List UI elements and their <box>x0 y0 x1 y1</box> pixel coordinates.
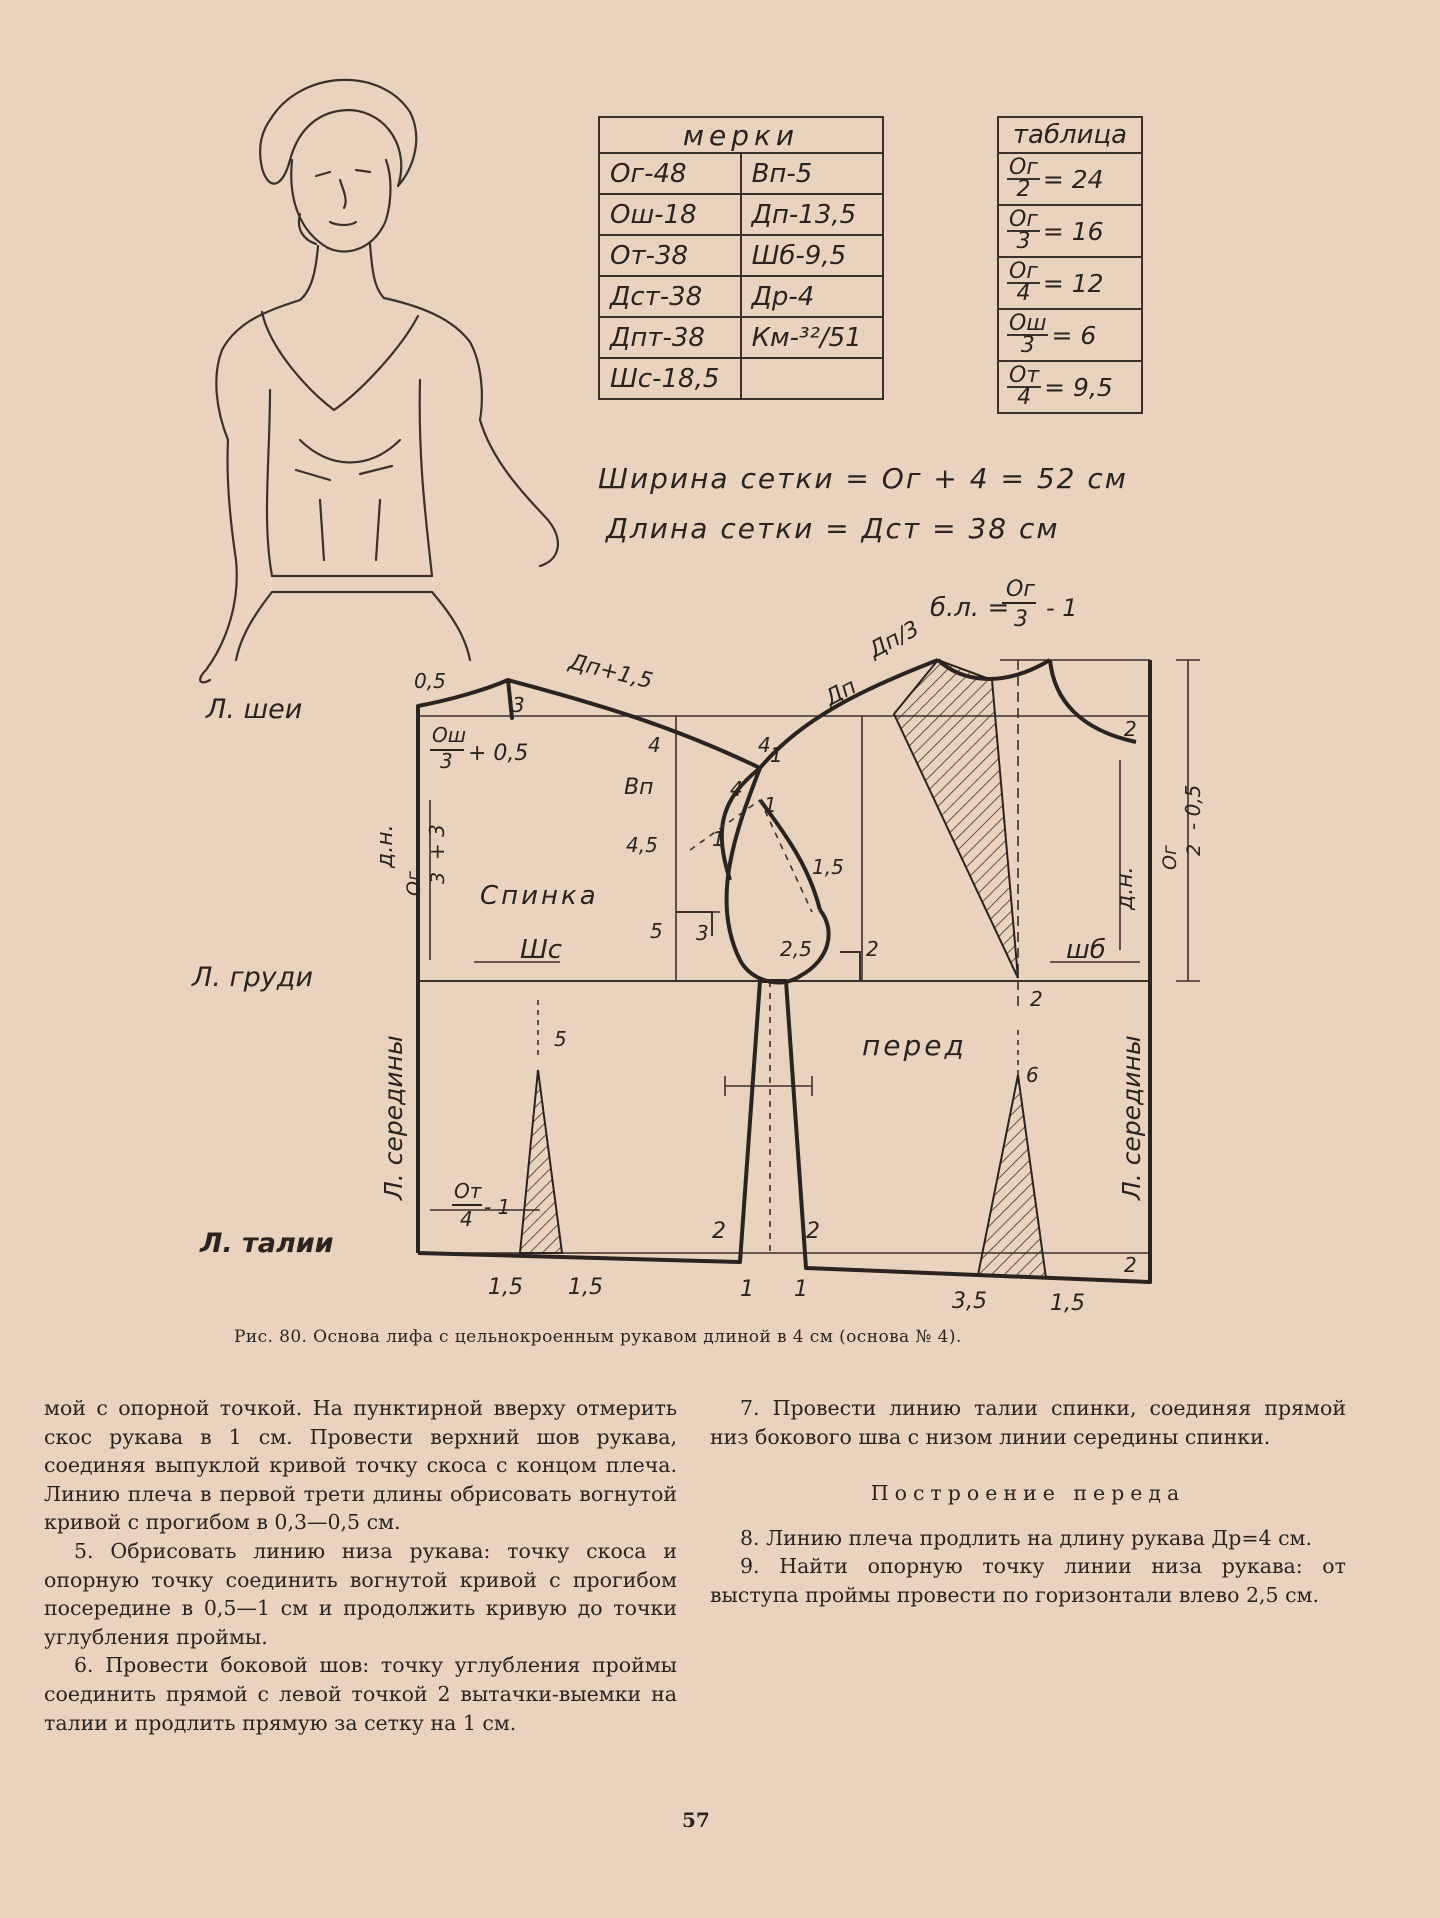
og3-den: 3 <box>427 871 449 884</box>
measure-cell: Вп-5 <box>741 153 883 194</box>
osh-num: Ош <box>432 723 467 747</box>
left-text-column <box>44 1394 677 1737</box>
dn-left: д.н. <box>373 824 398 868</box>
b-15a: 1,5 <box>488 1275 523 1300</box>
bl-tail: - 1 <box>1046 594 1078 622</box>
neck-line-label: Л. шеи <box>206 694 303 725</box>
back-waist-dart <box>520 1070 562 1253</box>
og2-den: 2 <box>1183 843 1205 856</box>
n-45: 4,5 <box>626 833 658 857</box>
n-05: 0,5 <box>414 669 446 693</box>
shs-label: Шс <box>520 935 563 965</box>
n-5b: 5 <box>554 1027 567 1051</box>
back-label: Спинка <box>480 881 599 911</box>
n-4b: 4 <box>730 777 743 801</box>
n-1a: 1 <box>770 743 783 767</box>
front-label: перед <box>862 1029 967 1062</box>
calc-num: Ог <box>1009 207 1038 232</box>
b-1b: 1 <box>794 1277 808 1302</box>
right-text-column <box>710 1394 1346 1610</box>
b-15c: 1,5 <box>1050 1291 1085 1316</box>
vp-label: Вп <box>624 775 654 800</box>
grid-width-formula: Ширина сетки = Ог + 4 = 52 см <box>598 462 1128 495</box>
woman-sketch <box>200 80 558 683</box>
b-1a: 1 <box>740 1277 754 1302</box>
dp3-label: Дп/3 <box>865 616 924 664</box>
paragraph: 8. Линию плеча продлить на длину рукава Др=4 см. <box>740 1525 1313 1550</box>
shb-label: шб <box>1066 935 1106 965</box>
calc-num: От <box>1009 363 1040 388</box>
og2-num: Ог <box>1159 845 1181 870</box>
calc-den: 2 <box>1016 177 1031 202</box>
dp15-label: Дп+1,5 <box>566 649 656 695</box>
measure-cell: От-38 <box>599 235 741 276</box>
measure-cell: Дпт-38 <box>599 317 741 358</box>
darts <box>520 660 1046 1278</box>
measure-cell: Др-4 <box>741 276 883 317</box>
chest-line-label: Л. груди <box>192 962 313 993</box>
n-2e: 2 <box>806 1219 820 1244</box>
bl-num: Ог <box>1006 577 1035 602</box>
n-2b: 2 <box>1124 717 1137 741</box>
ot4-tail: - 1 <box>484 1195 511 1219</box>
n-4a: 4 <box>648 733 661 757</box>
paragraph: 7. Провести линию талии спинки, соединяя прямой низ бокового шва с низом линии середины спинки. <box>710 1396 1346 1449</box>
front-waist-dart <box>978 1075 1046 1278</box>
calc-den: 3 <box>1016 229 1031 254</box>
osh-den: 3 <box>440 749 453 773</box>
calc-num: Ог <box>1009 259 1038 284</box>
og3-tail: + 3 <box>425 824 449 860</box>
measure-cell: Шс-18,5 <box>599 358 741 399</box>
page-number: 57 <box>682 1808 710 1832</box>
calc-den: 4 <box>1016 281 1031 306</box>
calc-num: Ог <box>1009 155 1038 180</box>
og3-num: Ог <box>403 871 425 896</box>
measure-cell: Ог-48 <box>599 153 741 194</box>
bl-den: 3 <box>1014 607 1028 632</box>
ot4-num: От <box>454 1179 482 1203</box>
grid-length-formula: Длина сетки = Дст = 38 см <box>606 512 1060 545</box>
bl-label: б.л. = <box>930 593 1010 623</box>
osh-tail: + 0,5 <box>468 741 529 766</box>
ot4-den: 4 <box>460 1207 473 1231</box>
measure-cell: Ош-18 <box>599 194 741 235</box>
dp-label: Дп <box>821 674 861 712</box>
b-35: 3,5 <box>952 1289 987 1314</box>
n-41: 4 <box>758 733 771 757</box>
measure-cell: Дст-38 <box>599 276 741 317</box>
n-15a: 1,5 <box>812 855 844 879</box>
paragraph: 6. Провести боковой шов: точку углубления проймы соединить прямой с левой точкой 2 вытачки-выемки на талии и продлить прямую за сетку на 1 см. <box>44 1653 677 1735</box>
figure-caption: Рис. 80. Основа лифа с цельнокроенным рукавом длиной в 4 см (основа № 4). <box>234 1327 962 1347</box>
front-shoulder-dart <box>894 660 1018 978</box>
paragraph: 9. Найти опорную точку линии низа рукава: от выступа проймы провести по горизонтали влево 2,5 см. <box>710 1554 1346 1607</box>
n-2a: 2 <box>866 937 879 961</box>
calc-den: 4 <box>1017 385 1032 410</box>
measure-cell: Км-³²/51 <box>741 317 883 358</box>
calc-val: = 16 <box>1042 216 1104 246</box>
n-2d: 2 <box>712 1219 726 1244</box>
n-2c: 2 <box>1030 987 1043 1011</box>
calculation-title: таблица <box>998 117 1142 153</box>
n-3a: 3 <box>512 693 525 717</box>
waist-line-label: Л. талии <box>200 1228 334 1259</box>
n-1b: 1 <box>764 793 777 817</box>
n-3b: 3 <box>696 921 709 945</box>
construction-lines <box>690 800 812 912</box>
calc-val: = 24 <box>1042 164 1104 194</box>
n-25: 2,5 <box>780 937 812 961</box>
paragraph: 5. Обрисовать линию низа рукава: точку скоса и опорную точку соединить вогнутой кривой с прогибом посередине в 0,5—1 см и продолжить кривую до точки углубления проймы. <box>44 1538 677 1649</box>
dn-right: д.н. <box>1113 866 1138 910</box>
measurements-title: мерки <box>599 117 883 153</box>
n-1c: 1 <box>712 827 725 851</box>
section-heading: Построение переда <box>870 1481 1186 1506</box>
calc-val: = 6 <box>1051 320 1097 350</box>
n-2f: 2 <box>1124 1253 1137 1277</box>
middle-line-left: Л. середины <box>379 1035 408 1200</box>
measure-cell: Дп-13,5 <box>741 194 883 235</box>
middle-line-right: Л. середины <box>1117 1035 1146 1200</box>
calc-den: 3 <box>1020 333 1035 358</box>
n-5a: 5 <box>650 919 663 943</box>
calc-val: = 9,5 <box>1044 372 1113 402</box>
n-6: 6 <box>1026 1063 1039 1087</box>
paragraph: мой с опорной точкой. На пунктирной вверху отмерить скос рукава в 1 см. Провести верхний шов рукава, соединяя выпуклой кривой точку скоса с концом плеча. Линию плеча в первой трети длины обрисовать вогнутой кривой с прогибом в 0,3—0,5 см. <box>44 1396 677 1535</box>
measure-cell: Шб-9,5 <box>741 235 883 276</box>
b-15b: 1,5 <box>568 1275 603 1300</box>
pattern-labels <box>373 577 1205 1316</box>
og2-tail: - 0,5 <box>1181 784 1205 830</box>
calc-val: = 12 <box>1042 268 1104 298</box>
calc-num: Ош <box>1009 311 1047 336</box>
